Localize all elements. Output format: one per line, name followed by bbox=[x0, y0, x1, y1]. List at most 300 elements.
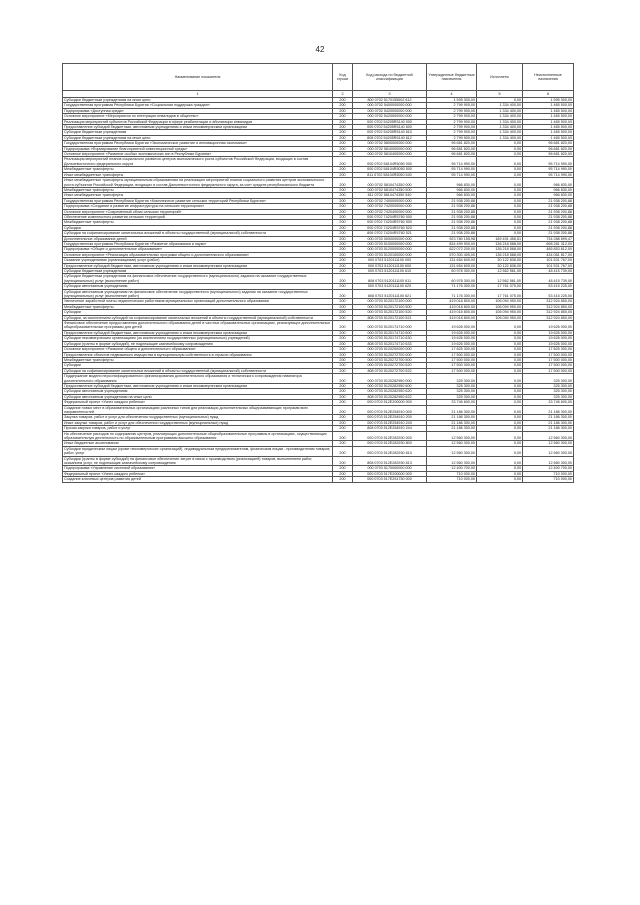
row-name: Подпрограмма «Формирование благоприятной инвестиционной среды» bbox=[63, 146, 333, 151]
row-approved: 95 714 990,00 bbox=[427, 157, 477, 167]
row-code: 200 bbox=[333, 263, 353, 268]
row-kbk: 000 0703 5120282950 600 bbox=[353, 383, 427, 388]
row-name: Субсидии (гранты в форме субсидий) на финансовое обеспечение затрат в связи с производством (реализацией) товаров, выполнением работ, оказанием услуг, не подлежащие казначейскому сопровождению bbox=[63, 456, 333, 466]
row-code: 200 bbox=[333, 420, 353, 425]
row-remaining: 21 938 200,88 bbox=[523, 198, 574, 203]
row-code: 200 bbox=[333, 119, 353, 124]
row-kbk: 000 0703 512E282930 000 bbox=[353, 431, 427, 441]
row-approved: 325 300,00 bbox=[427, 374, 477, 384]
row-kbk: 000 0703 5120111100 600 bbox=[353, 263, 427, 268]
row-name: Субсидии автономным учреждениям на финансовое обеспечение государственного (муниципального) задания на оказание государственных (муниципальных) услуг (выполнение работ) bbox=[63, 289, 333, 299]
row-name: Обеспечение комплексного развития сельских территорий bbox=[63, 214, 333, 219]
row-code: 200 bbox=[333, 284, 353, 289]
row-name: Иные межбюджетные трансферты муниципальным образованиям на реализацию мероприятий планов социального развития центров экономического роста субъектов Российской Федерации, входящих в состав Дальневосточного федерального округа, за счет средств республиканского бюджета bbox=[63, 178, 333, 188]
row-executed: 0,00 bbox=[477, 204, 523, 209]
row-approved: 2 799 900,00 bbox=[427, 119, 477, 124]
row-name: Субсидии на софинансирование капитальных вложений в объекты государственной (муниципальной) собственности bbox=[63, 368, 333, 373]
row-code: 200 bbox=[333, 441, 353, 446]
row-executed: 1 334 400,00 bbox=[477, 108, 523, 113]
row-remaining: 966 830,00 bbox=[523, 193, 574, 198]
row-code: 200 bbox=[333, 209, 353, 214]
row-approved: 17 500 000,00 bbox=[427, 352, 477, 357]
col-number: 1 bbox=[63, 91, 333, 98]
row-kbk: 808 0703 5120172100 521 bbox=[353, 315, 427, 320]
row-name: Межбюджетные трансферты bbox=[63, 220, 333, 225]
row-code: 200 bbox=[333, 310, 353, 315]
row-remaining: 53 415 225,00 bbox=[523, 289, 574, 299]
row-approved: 21 186 300,00 bbox=[427, 405, 477, 415]
row-code: 200 bbox=[333, 363, 353, 368]
row-executed: 0,00 bbox=[477, 431, 523, 441]
row-name: Субсидии на софинансирование капитальных вложений в объекты государственной (муниципальной) собственности bbox=[63, 231, 333, 236]
row-name: Реализация мероприятий субъектов Российской Федерации в сфере реабилитации и абилитации инвалидов bbox=[63, 119, 333, 124]
row-name: Предоставление субсидий бюджетным, автономным учреждениям и иным некоммерческим организациям bbox=[63, 383, 333, 388]
row-code: 200 bbox=[333, 247, 353, 252]
row-executed: 0,00 bbox=[477, 98, 523, 103]
row-name: Субсидии бюджетным учреждениям bbox=[63, 269, 333, 274]
row-approved: 33 746 600,00 bbox=[427, 400, 477, 405]
row-remaining: 966 830,00 bbox=[523, 178, 574, 188]
row-executed: 0,00 bbox=[477, 172, 523, 177]
row-executed: 0,00 bbox=[477, 466, 523, 471]
col-number: 3 bbox=[353, 91, 427, 98]
row-name: Субсидии автономным учреждениям на иные цели bbox=[63, 394, 333, 399]
row-remaining: 19 626 000,00 bbox=[523, 336, 574, 341]
row-approved: 966 830,00 bbox=[427, 178, 477, 188]
row-remaining: 1 465 500,00 bbox=[523, 125, 574, 130]
row-approved: 60 978 300,00 bbox=[427, 269, 477, 274]
row-kbk: 000 0703 517E200000 000 bbox=[353, 471, 427, 476]
row-approved: 12 560 300,00 bbox=[427, 446, 477, 456]
row-approved: 21 938 200,88 bbox=[427, 214, 477, 219]
row-name: Закупка товаров, работ и услуг для обеспечения государственных (муниципальных) нужд bbox=[63, 415, 333, 420]
row-kbk: 000 0702 54205R5140 000 bbox=[353, 119, 427, 124]
row-executed: 0,00 bbox=[477, 146, 523, 151]
row-name: Предоставление объектов недвижимого имущества в муниципальную собственность в отрасли образования bbox=[63, 352, 333, 357]
row-name: Предоставление субсидий бюджетным, автономным учреждениям и иным некоммерческим организациям bbox=[63, 330, 333, 335]
row-approved: 834 499 900,00 bbox=[427, 241, 477, 246]
row-name: Основное мероприятие «Реализация образовательных программ общего и дополнительного образования» bbox=[63, 252, 333, 257]
row-code: 200 bbox=[333, 187, 353, 192]
row-approved: 17 500 000,00 bbox=[427, 368, 477, 373]
row-approved: 570 300 405,00 bbox=[427, 252, 477, 257]
row-kbk: 811 0702 58104R5050 540 bbox=[353, 172, 427, 177]
row-name: Субсидии некоммерческим организациям (за исключением государственных (муниципальных) учреждений) bbox=[63, 336, 333, 341]
row-code: 200 bbox=[333, 383, 353, 388]
row-kbk: 808 0702 54205R5140 612 bbox=[353, 135, 427, 140]
table-row bbox=[63, 274, 574, 284]
row-name: Финансовое обеспечение предоставления дополнительного образования детей в частных образовательных организациях, реализующих дополнительные общеобразовательные программы для детей bbox=[63, 321, 333, 331]
header-row bbox=[63, 64, 574, 91]
row-approved: 21 186 300,00 bbox=[427, 415, 477, 420]
row-executed: 0,00 bbox=[477, 193, 523, 198]
row-kbk: 000 0703 5120200000 000 bbox=[353, 347, 427, 352]
row-executed: 1 334 400,00 bbox=[477, 119, 523, 124]
col-number: 6 bbox=[523, 91, 574, 98]
row-kbk: 808 0703 5120272700 522 bbox=[353, 368, 427, 373]
row-remaining: 17 500 000,00 bbox=[523, 352, 574, 357]
row-approved: 710 000,00 bbox=[427, 471, 477, 476]
row-executed: 17 761 075,00 bbox=[477, 289, 523, 299]
row-approved: 2 799 900,00 bbox=[427, 125, 477, 130]
row-code: 200 bbox=[333, 108, 353, 113]
row-approved: 12 400 700,00 bbox=[427, 466, 477, 471]
row-kbk: 000 0703 5120174710 600 bbox=[353, 330, 427, 335]
table-row bbox=[63, 405, 574, 415]
table-row bbox=[63, 374, 574, 384]
row-code: 200 bbox=[333, 241, 353, 246]
row-kbk: 000 0702 74204R5760 520 bbox=[353, 225, 427, 230]
row-name: Субсидии, за исключением субсидий на софинансирование капитальных вложений в объекты государственной (муниципальной) собственности bbox=[63, 315, 333, 320]
row-executed: 0,00 bbox=[477, 394, 523, 399]
row-code: 200 bbox=[333, 193, 353, 198]
row-remaining: 12 400 700,00 bbox=[523, 466, 574, 471]
row-remaining: 21 186 300,00 bbox=[523, 405, 574, 415]
row-name: Субсидии автономным учреждениям bbox=[63, 284, 333, 289]
row-approved: 17 500 000,00 bbox=[427, 363, 477, 368]
row-name: Иные межбюджетные трансферты bbox=[63, 193, 333, 198]
row-code: 200 bbox=[333, 167, 353, 172]
row-kbk: 000 0703 5170000000 000 bbox=[353, 466, 427, 471]
row-remaining: 19 626 000,00 bbox=[523, 341, 574, 346]
row-name: На обеспечение расходов по содержанию центров, реализующих дополнительные общеобразовательные программы в организациях, осуществляющих образовательную деятельность по образовательным программам высшего образования bbox=[63, 431, 333, 441]
row-executed: 0,00 bbox=[477, 157, 523, 167]
row-code: 200 bbox=[333, 130, 353, 135]
row-executed: 136 218 588,00 bbox=[477, 241, 523, 246]
row-executed: 0,00 bbox=[477, 363, 523, 368]
row-code: 200 bbox=[333, 214, 353, 219]
row-approved: 131 654 605,00 bbox=[427, 263, 477, 268]
row-remaining: 48 415 739,00 bbox=[523, 274, 574, 284]
row-kbk: 808 0703 512E254910 244 bbox=[353, 426, 427, 431]
table-row bbox=[63, 157, 574, 167]
row-remaining: 12 560 300,00 bbox=[523, 441, 574, 446]
row-code: 200 bbox=[333, 431, 353, 441]
row-code: 200 bbox=[333, 466, 353, 471]
budget-table bbox=[62, 63, 574, 483]
row-code: 200 bbox=[333, 357, 353, 362]
row-remaining: 101 531 767,00 bbox=[523, 263, 574, 268]
row-approved: 21 186 300,00 bbox=[427, 426, 477, 431]
table-row bbox=[63, 431, 574, 441]
row-approved: 1 595 300,00 bbox=[427, 98, 477, 103]
row-approved: 95 714 990,00 bbox=[427, 172, 477, 177]
row-name: Межбюджетные трансферты bbox=[63, 357, 333, 362]
row-executed: 0,00 bbox=[477, 336, 523, 341]
row-name: Подпрограмма «Доступная среда» bbox=[63, 108, 333, 113]
row-name: Субсидии (гранты в форме субсидий), не подлежащие казначейскому сопровождению bbox=[63, 341, 333, 346]
row-remaining: 1 465 500,00 bbox=[523, 119, 574, 124]
row-approved: 2 799 900,00 bbox=[427, 108, 477, 113]
row-remaining: 21 938 200,88 bbox=[523, 204, 574, 209]
row-code: 200 bbox=[333, 141, 353, 146]
row-kbk: 000 0702 7420000000 000 bbox=[353, 204, 427, 209]
row-executed: 0,00 bbox=[477, 152, 523, 157]
row-executed: 0,00 bbox=[477, 141, 523, 146]
row-approved: 21 938 200,88 bbox=[427, 225, 477, 230]
row-remaining: 312 924 850,00 bbox=[523, 299, 574, 304]
row-approved: 622 072 200,00 bbox=[427, 247, 477, 252]
row-kbk: 000 0702 54205R5140 600 bbox=[353, 125, 427, 130]
row-executed: 0,00 bbox=[477, 477, 523, 482]
row-code: 200 bbox=[333, 225, 353, 230]
row-executed: 1 334 400,00 bbox=[477, 130, 523, 135]
table-row bbox=[63, 446, 574, 456]
col-header-code: Код строки bbox=[333, 64, 353, 91]
row-kbk: 000 0702 5800000000 000 bbox=[353, 141, 427, 146]
row-remaining: 21 186 300,00 bbox=[523, 420, 574, 425]
row-approved: 96 681 820,00 bbox=[427, 152, 477, 157]
row-executed: 1 334 400,00 bbox=[477, 125, 523, 130]
row-code: 200 bbox=[333, 98, 353, 103]
row-name: Федеральный проект «Успех каждого ребенка» bbox=[63, 400, 333, 405]
row-code: 200 bbox=[333, 415, 353, 420]
row-code: 200 bbox=[333, 103, 353, 108]
row-kbk: 000 0702 5810474350 500 bbox=[353, 187, 427, 192]
row-executed: 0,00 bbox=[477, 209, 523, 214]
row-code: 200 bbox=[333, 456, 353, 466]
row-remaining: 48 415 739,00 bbox=[523, 269, 574, 274]
row-name: Основное мероприятие «Современный облик сельских территорий» bbox=[63, 209, 333, 214]
row-executed: 0,00 bbox=[477, 456, 523, 466]
row-executed: 12 562 561,00 bbox=[477, 274, 523, 284]
row-code: 200 bbox=[333, 471, 353, 476]
row-remaining: 710 000,00 bbox=[523, 477, 574, 482]
row-name: Субсидии бюджетным учреждениям на иные цели bbox=[63, 98, 333, 103]
row-approved: 71 176 300,00 bbox=[427, 289, 477, 299]
row-code: 200 bbox=[333, 135, 353, 140]
row-remaining: 325 300,00 bbox=[523, 394, 574, 399]
row-code: 200 bbox=[333, 231, 353, 236]
row-code: 200 bbox=[333, 304, 353, 309]
row-executed: 0,00 bbox=[477, 178, 523, 188]
row-code: 200 bbox=[333, 172, 353, 177]
row-name: Предоставление субсидий бюджетным, автономным учреждениям и иным некоммерческим организациям bbox=[63, 263, 333, 268]
row-kbk: 000 0703 5120272700 000 bbox=[353, 352, 427, 357]
row-approved: 19 626 000,00 bbox=[427, 336, 477, 341]
row-name: Федеральный проект «Успех каждого ребенка» bbox=[63, 471, 333, 476]
row-kbk: 000 0702 5400000000 000 bbox=[353, 103, 427, 108]
row-remaining: 21 186 300,00 bbox=[523, 415, 574, 420]
row-code: 200 bbox=[333, 299, 353, 304]
row-approved: 21 938 200,88 bbox=[427, 204, 477, 209]
row-executed: 189 491 456,51 bbox=[477, 236, 523, 241]
row-executed: 0,00 bbox=[477, 330, 523, 335]
row-kbk: 808 0703 5120111100 621 bbox=[353, 289, 427, 299]
row-approved: 21 186 300,00 bbox=[427, 420, 477, 425]
row-executed: 17 761 075,00 bbox=[477, 284, 523, 289]
row-name: Иные бюджетные ассигнования bbox=[63, 441, 333, 446]
row-executed: 0,00 bbox=[477, 321, 523, 331]
row-kbk: 000 0702 74204R5760 000 bbox=[353, 214, 427, 219]
row-remaining: 53 415 225,00 bbox=[523, 284, 574, 289]
row-approved: 96 681 820,00 bbox=[427, 141, 477, 146]
row-executed: 0,00 bbox=[477, 400, 523, 405]
row-approved: 2 799 900,00 bbox=[427, 135, 477, 140]
row-code: 200 bbox=[333, 152, 353, 157]
row-code: 200 bbox=[333, 330, 353, 335]
row-executed: 0,00 bbox=[477, 198, 523, 203]
row-code: 200 bbox=[333, 341, 353, 346]
row-name: Основное мероприятие «Развитие общего и дополнительного образования» bbox=[63, 347, 333, 352]
row-executed: 30 122 838,00 bbox=[477, 263, 523, 268]
row-remaining: 17 825 300,00 bbox=[523, 347, 574, 352]
row-remaining: 21 938 200,88 bbox=[523, 220, 574, 225]
table-row bbox=[63, 456, 574, 466]
col-header-remaining: Неисполненные назначения bbox=[523, 64, 574, 91]
row-approved: 419 018 800,00 bbox=[427, 310, 477, 315]
row-code: 200 bbox=[333, 389, 353, 394]
row-approved: 19 626 000,00 bbox=[427, 341, 477, 346]
row-executed: 0,00 bbox=[477, 383, 523, 388]
row-approved: 710 000,00 bbox=[427, 477, 477, 482]
row-kbk: 000 0703 5120272700 520 bbox=[353, 363, 427, 368]
row-name: Предоставление субсидий бюджетным, автономным учреждениям и иным некоммерческим организациям bbox=[63, 125, 333, 130]
row-executed: 0,00 bbox=[477, 341, 523, 346]
row-remaining: 1 465 500,00 bbox=[523, 114, 574, 119]
row-approved: 96 681 820,00 bbox=[427, 146, 477, 151]
row-approved: 17 500 000,00 bbox=[427, 357, 477, 362]
row-code: 200 bbox=[333, 146, 353, 151]
row-executed: 0,00 bbox=[477, 405, 523, 415]
row-approved: 19 626 000,00 bbox=[427, 330, 477, 335]
row-name: Государственная программа Республики Бурятия «Экономическое развитие и инновационная экономика» bbox=[63, 141, 333, 146]
table-row bbox=[63, 289, 574, 299]
row-remaining: 19 626 000,00 bbox=[523, 321, 574, 331]
row-kbk: 000 0703 512E200000 000 bbox=[353, 400, 427, 405]
row-name: Субсидии юридическим лицам (кроме некоммерческих организаций), индивидуальным предпринимателям, физическим лицам - производителям товаров, работ, услуг bbox=[63, 446, 333, 456]
row-approved: 12 560 300,00 bbox=[427, 441, 477, 446]
row-remaining: 96 681 820,00 bbox=[523, 152, 574, 157]
row-kbk: 808 0703 512E282930 813 bbox=[353, 456, 427, 466]
row-code: 200 bbox=[333, 477, 353, 482]
row-code: 200 bbox=[333, 336, 353, 341]
row-executed: 0,00 bbox=[477, 471, 523, 476]
row-name: Подпрограмма «Управление системой образования» bbox=[63, 466, 333, 471]
row-approved: 21 938 200,88 bbox=[427, 209, 477, 214]
row-remaining: 12 560 300,00 bbox=[523, 431, 574, 441]
row-kbk: 000 0702 5810400000 000 bbox=[353, 152, 427, 157]
row-name: Межбюджетные трансферты bbox=[63, 304, 333, 309]
row-name: Межбюджетные трансферты bbox=[63, 167, 333, 172]
row-name: Государственная программа Республики Бурятия «Развитие образования и науки» bbox=[63, 241, 333, 246]
row-name: Оказание учреждениями (организациями) услуг (работ) bbox=[63, 258, 333, 263]
row-kbk: 000 0702 58104R5050 500 bbox=[353, 167, 427, 172]
row-approved: 419 018 800,00 bbox=[427, 299, 477, 304]
row-remaining: 95 714 990,00 bbox=[523, 157, 574, 167]
row-remaining: 1 595 300,00 bbox=[523, 98, 574, 103]
col-number: 2 bbox=[333, 91, 353, 98]
row-approved: 71 176 300,00 bbox=[427, 284, 477, 289]
row-executed: 1 334 400,00 bbox=[477, 114, 523, 119]
row-code: 200 bbox=[333, 157, 353, 167]
row-approved: 21 938 200,88 bbox=[427, 220, 477, 225]
row-code: 200 bbox=[333, 178, 353, 188]
row-remaining: 21 938 200,88 bbox=[523, 231, 574, 236]
row-remaining: 1 465 500,00 bbox=[523, 103, 574, 108]
row-remaining: 96 681 820,00 bbox=[523, 146, 574, 151]
table-body bbox=[63, 98, 574, 483]
row-code: 200 bbox=[333, 236, 353, 241]
row-remaining: 312 924 850,00 bbox=[523, 304, 574, 309]
row-kbk: 000 0703 5120111100 620 bbox=[353, 284, 427, 289]
row-kbk: 000 0702 5810474350 000 bbox=[353, 178, 427, 188]
row-code: 200 bbox=[333, 252, 353, 257]
row-kbk: 808 0703 5120282950 622 bbox=[353, 394, 427, 399]
row-kbk: 000 0703 0000000000 000 bbox=[353, 236, 427, 241]
col-header-kbk: Код расхода по бюджетной классификации bbox=[353, 64, 427, 91]
row-remaining: 12 560 300,00 bbox=[523, 456, 574, 466]
row-kbk: 808 0703 5120111100 611 bbox=[353, 274, 427, 284]
row-executed: 0,00 bbox=[477, 426, 523, 431]
row-kbk: 000 0703 5120111100 000 bbox=[353, 258, 427, 263]
row-executed: 30 122 838,00 bbox=[477, 258, 523, 263]
row-kbk: 811 0702 5810474350 540 bbox=[353, 193, 427, 198]
row-kbk: 000 0703 5120172100 000 bbox=[353, 299, 427, 304]
row-approved: 12 560 300,00 bbox=[427, 456, 477, 466]
row-kbk: 000 0703 512E254910 000 bbox=[353, 405, 427, 415]
table-row bbox=[63, 178, 574, 188]
row-executed: 0,00 bbox=[477, 214, 523, 219]
row-code: 200 bbox=[333, 405, 353, 415]
row-remaining: 95 714 990,00 bbox=[523, 167, 574, 172]
row-remaining: 33 746 600,00 bbox=[523, 400, 574, 405]
row-kbk: 000 0703 5120100000 000 bbox=[353, 252, 427, 257]
row-kbk: 000 0703 5120282950 000 bbox=[353, 374, 427, 384]
row-executed: 0,00 bbox=[477, 374, 523, 384]
row-kbk: 000 0702 74204R5760 500 bbox=[353, 220, 427, 225]
row-kbk: 800 0702 5170155602 612 bbox=[353, 98, 427, 103]
row-kbk: 000 0702 7400000000 000 bbox=[353, 198, 427, 203]
row-approved: 12 560 300,00 bbox=[427, 431, 477, 441]
row-kbk: 000 0703 512E282930 810 bbox=[353, 446, 427, 456]
row-remaining: 1 465 500,00 bbox=[523, 130, 574, 135]
row-remaining: 17 500 000,00 bbox=[523, 363, 574, 368]
row-code: 200 bbox=[333, 352, 353, 357]
row-code: 200 bbox=[333, 125, 353, 130]
row-executed: 0,00 bbox=[477, 220, 523, 225]
row-executed: 0,00 bbox=[477, 231, 523, 236]
row-approved: 17 825 300,00 bbox=[427, 347, 477, 352]
row-name: Государственная программа Республики Бурятия «Комплексное развитие сельских территорий Республики Бурятия» bbox=[63, 198, 333, 203]
row-kbk: 000 0702 58104R5050 000 bbox=[353, 157, 427, 167]
row-code: 200 bbox=[333, 321, 353, 331]
row-name: Прочая закупка товаров, работ и услуг bbox=[63, 426, 333, 431]
col-number: 4 bbox=[427, 91, 477, 98]
row-remaining: 434 081 817,00 bbox=[523, 252, 574, 257]
row-code: 200 bbox=[333, 347, 353, 352]
row-approved: 419 018 800,00 bbox=[427, 304, 477, 309]
row-remaining: 96 681 820,00 bbox=[523, 141, 574, 146]
row-executed: 0,00 bbox=[477, 368, 523, 373]
row-approved: 60 978 300,00 bbox=[427, 274, 477, 284]
row-kbk: 000 0703 512E254910 240 bbox=[353, 420, 427, 425]
row-code: 200 bbox=[333, 289, 353, 299]
row-executed: 106 094 950,00 bbox=[477, 315, 523, 320]
table-row bbox=[63, 321, 574, 331]
row-name: Увеличение заработной платы педагогических работников муниципальных организаций дополнительного образования bbox=[63, 299, 333, 304]
row-executed: 106 094 950,00 bbox=[477, 310, 523, 315]
row-approved: 2 799 900,00 bbox=[427, 130, 477, 135]
row-kbk: 000 0703 5100000000 000 bbox=[353, 241, 427, 246]
row-code: 200 bbox=[333, 426, 353, 431]
row-executed: 0,00 bbox=[477, 389, 523, 394]
row-kbk: 000 0703 5120174710 630 bbox=[353, 336, 427, 341]
row-remaining: 21 938 200,88 bbox=[523, 209, 574, 214]
row-executed: 1 334 400,00 bbox=[477, 135, 523, 140]
row-name: Субсидии бюджетным учреждениям на иные цели bbox=[63, 135, 333, 140]
row-executed: 136 218 588,00 bbox=[477, 247, 523, 252]
